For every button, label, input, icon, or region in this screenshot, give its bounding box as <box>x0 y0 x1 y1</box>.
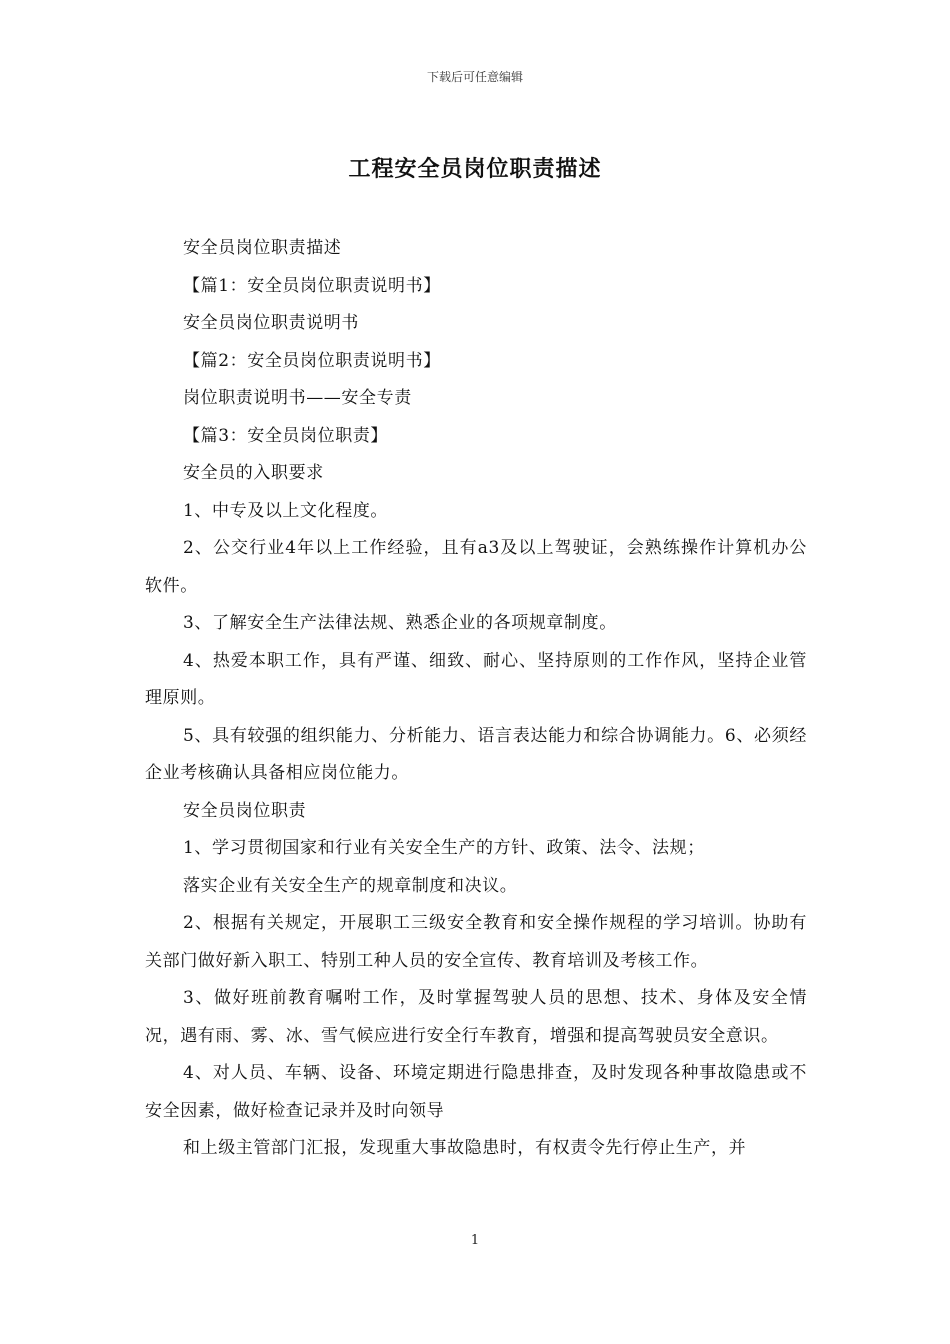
paragraph: 1、学习贯彻国家和行业有关安全生产的方针、政策、法令、法规； <box>183 838 705 858</box>
paragraph: 【篇2：安全员岗位职责说明书】 <box>183 350 441 371</box>
paragraph: 2、公交行业4年以上工作经验，且有a3及以上驾驶证，会熟练操作计算机办公软件。 <box>145 538 807 596</box>
paragraph: 5、具有较强的组织能力、分析能力、语言表达能力和综合协调能力。6、必须经企业考核确认具备相应岗位能力。 <box>145 725 807 783</box>
paragraph: 落实企业有关安全生产的规章制度和决议。 <box>183 875 518 896</box>
paragraph: 3、做好班前教育嘱咐工作，及时掌握驾驶人员的思想、技术、身体及安全情况，遇有雨、雾、冰、雪气候应进行安全行车教育，增强和提高驾驶员安全意识。 <box>145 988 807 1046</box>
header-note: 下载后可任意编辑 <box>426 70 523 84</box>
paragraph: 1、中专及以上文化程度。 <box>183 500 389 521</box>
page-number: 1 <box>470 1233 480 1248</box>
paragraph: 安全员岗位职责描述 <box>183 238 342 258</box>
document-body <box>145 230 807 1168</box>
paragraph: 岗位职责说明书——安全专责 <box>183 388 412 408</box>
paragraph: 4、热爱本职工作，具有严谨、细致、耐心、坚持原则的工作作风，坚持企业管理原则。 <box>145 650 807 708</box>
paragraph: 安全员岗位职责 <box>183 800 307 821</box>
document-title: 工程安全员岗位职责描述 <box>348 157 602 182</box>
paragraph: 安全员岗位职责说明书 <box>183 313 359 333</box>
paragraph: 4、对人员、车辆、设备、环境定期进行隐患排查，及时发现各种事故隐患或不安全因素，做好检查记录并及时向领导 <box>145 1063 807 1121</box>
paragraph: 【篇3：安全员岗位职责】 <box>183 425 389 446</box>
paragraph: 【篇1：安全员岗位职责说明书】 <box>183 275 441 296</box>
paragraph: 和上级主管部门汇报，发现重大事故隐患时，有权责令先行停止生产，并 <box>183 1138 747 1158</box>
paragraph: 3、了解安全生产法律法规、熟悉企业的各项规章制度。 <box>183 613 617 633</box>
paragraph: 2、根据有关规定，开展职工三级安全教育和安全操作规程的学习培训。协助有关部门做好新入职工、特别工种人员的安全宣传、教育培训及考核工作。 <box>145 913 807 971</box>
paragraph: 安全员的入职要求 <box>183 463 324 483</box>
